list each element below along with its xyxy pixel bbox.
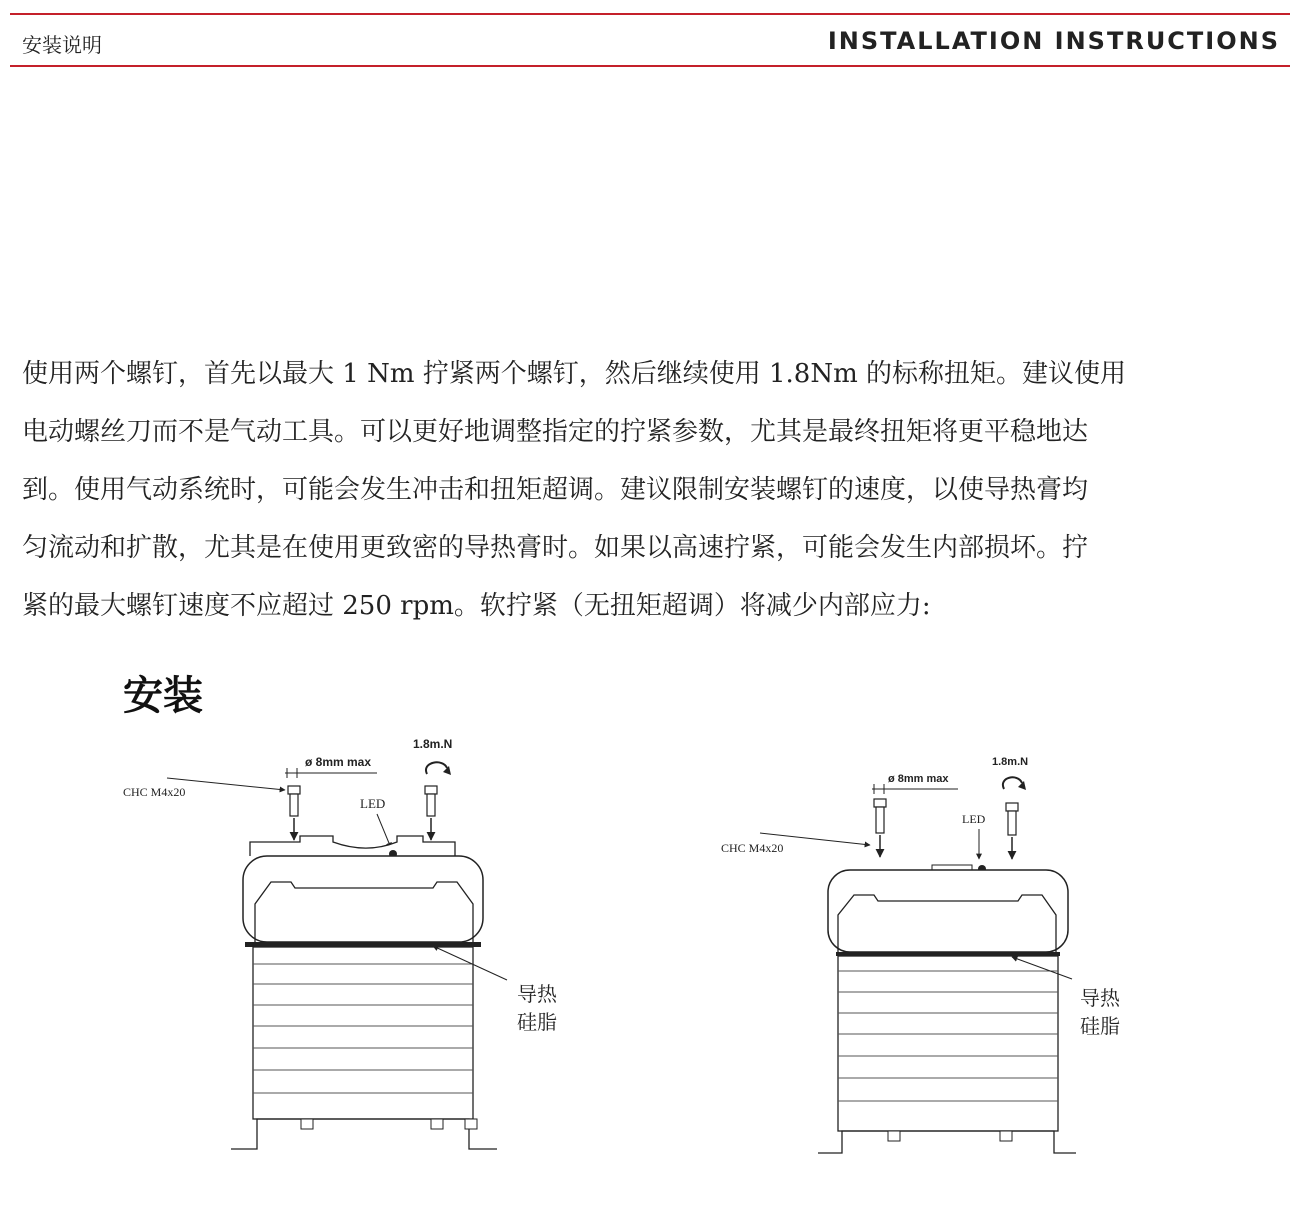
screw-spec-label: CHC M4x20	[721, 841, 784, 855]
screw-spec-label: CHC M4x20	[123, 785, 186, 799]
paragraph-line: 匀流动和扩散，尤其是在使用更致密的导热膏时。如果以高速拧紧，可能会发生内部损坏。拧	[22, 533, 1089, 563]
installation-diagram-right	[700, 745, 1140, 1170]
header-bottom-rule	[10, 65, 1290, 67]
header-top-rule	[10, 13, 1290, 15]
screw-left-icon	[874, 799, 886, 857]
thermal-paste-layer	[245, 942, 481, 947]
heatsink	[231, 947, 497, 1149]
diameter-label: ø 8mm max	[305, 755, 372, 769]
led-label: LED	[360, 796, 386, 811]
relay-heatsink-drawing	[700, 745, 1140, 1170]
installation-diagram-left	[105, 728, 585, 1168]
screw-right-icon	[425, 786, 437, 840]
paragraph-line: 使用两个螺钉，首先以最大 1 Nm 拧紧两个螺钉，然后继续使用 1.8Nm 的标称扭矩。建议使用	[22, 359, 1127, 389]
section-title: 安装	[123, 673, 203, 719]
screw-left-icon	[288, 786, 300, 840]
paste-label-line1: 导热	[517, 982, 557, 1006]
paste-label-line2: 硅脂	[517, 1010, 557, 1034]
paragraph-line: 电动螺丝刀而不是气动工具。可以更好地调整指定的拧紧参数，尤其是最终扭矩将更平稳地达	[22, 417, 1089, 447]
led-leader-line	[377, 814, 391, 848]
screw-right-icon	[1006, 803, 1018, 859]
diameter-label: ø 8mm max	[888, 773, 949, 785]
header-title-english: INSTALLATION INSTRUCTIONS	[827, 27, 1280, 55]
instruction-paragraph	[22, 345, 1278, 635]
header-title-chinese: 安装说明	[22, 33, 102, 57]
torque-label: 1.8m.N	[413, 737, 453, 751]
paragraph-line: 紧的最大螺钉速度不应超过 250 rpm。软拧紧（无扭矩超调）将减少内部应力:	[22, 591, 931, 621]
torque-label: 1.8m.N	[992, 756, 1029, 768]
relay-housing	[828, 870, 1068, 952]
paste-label-line1: 导热	[1080, 986, 1120, 1010]
relay-heatsink-drawing	[105, 728, 585, 1168]
paragraph-line: 到。使用气动系统时，可能会发生冲击和扭矩超调。建议限制安装螺钉的速度，以使导热膏均	[22, 475, 1089, 505]
paste-label-line2: 硅脂	[1080, 1014, 1120, 1038]
heatsink	[818, 956, 1076, 1153]
relay-housing	[243, 856, 483, 942]
led-label: LED	[962, 812, 986, 826]
